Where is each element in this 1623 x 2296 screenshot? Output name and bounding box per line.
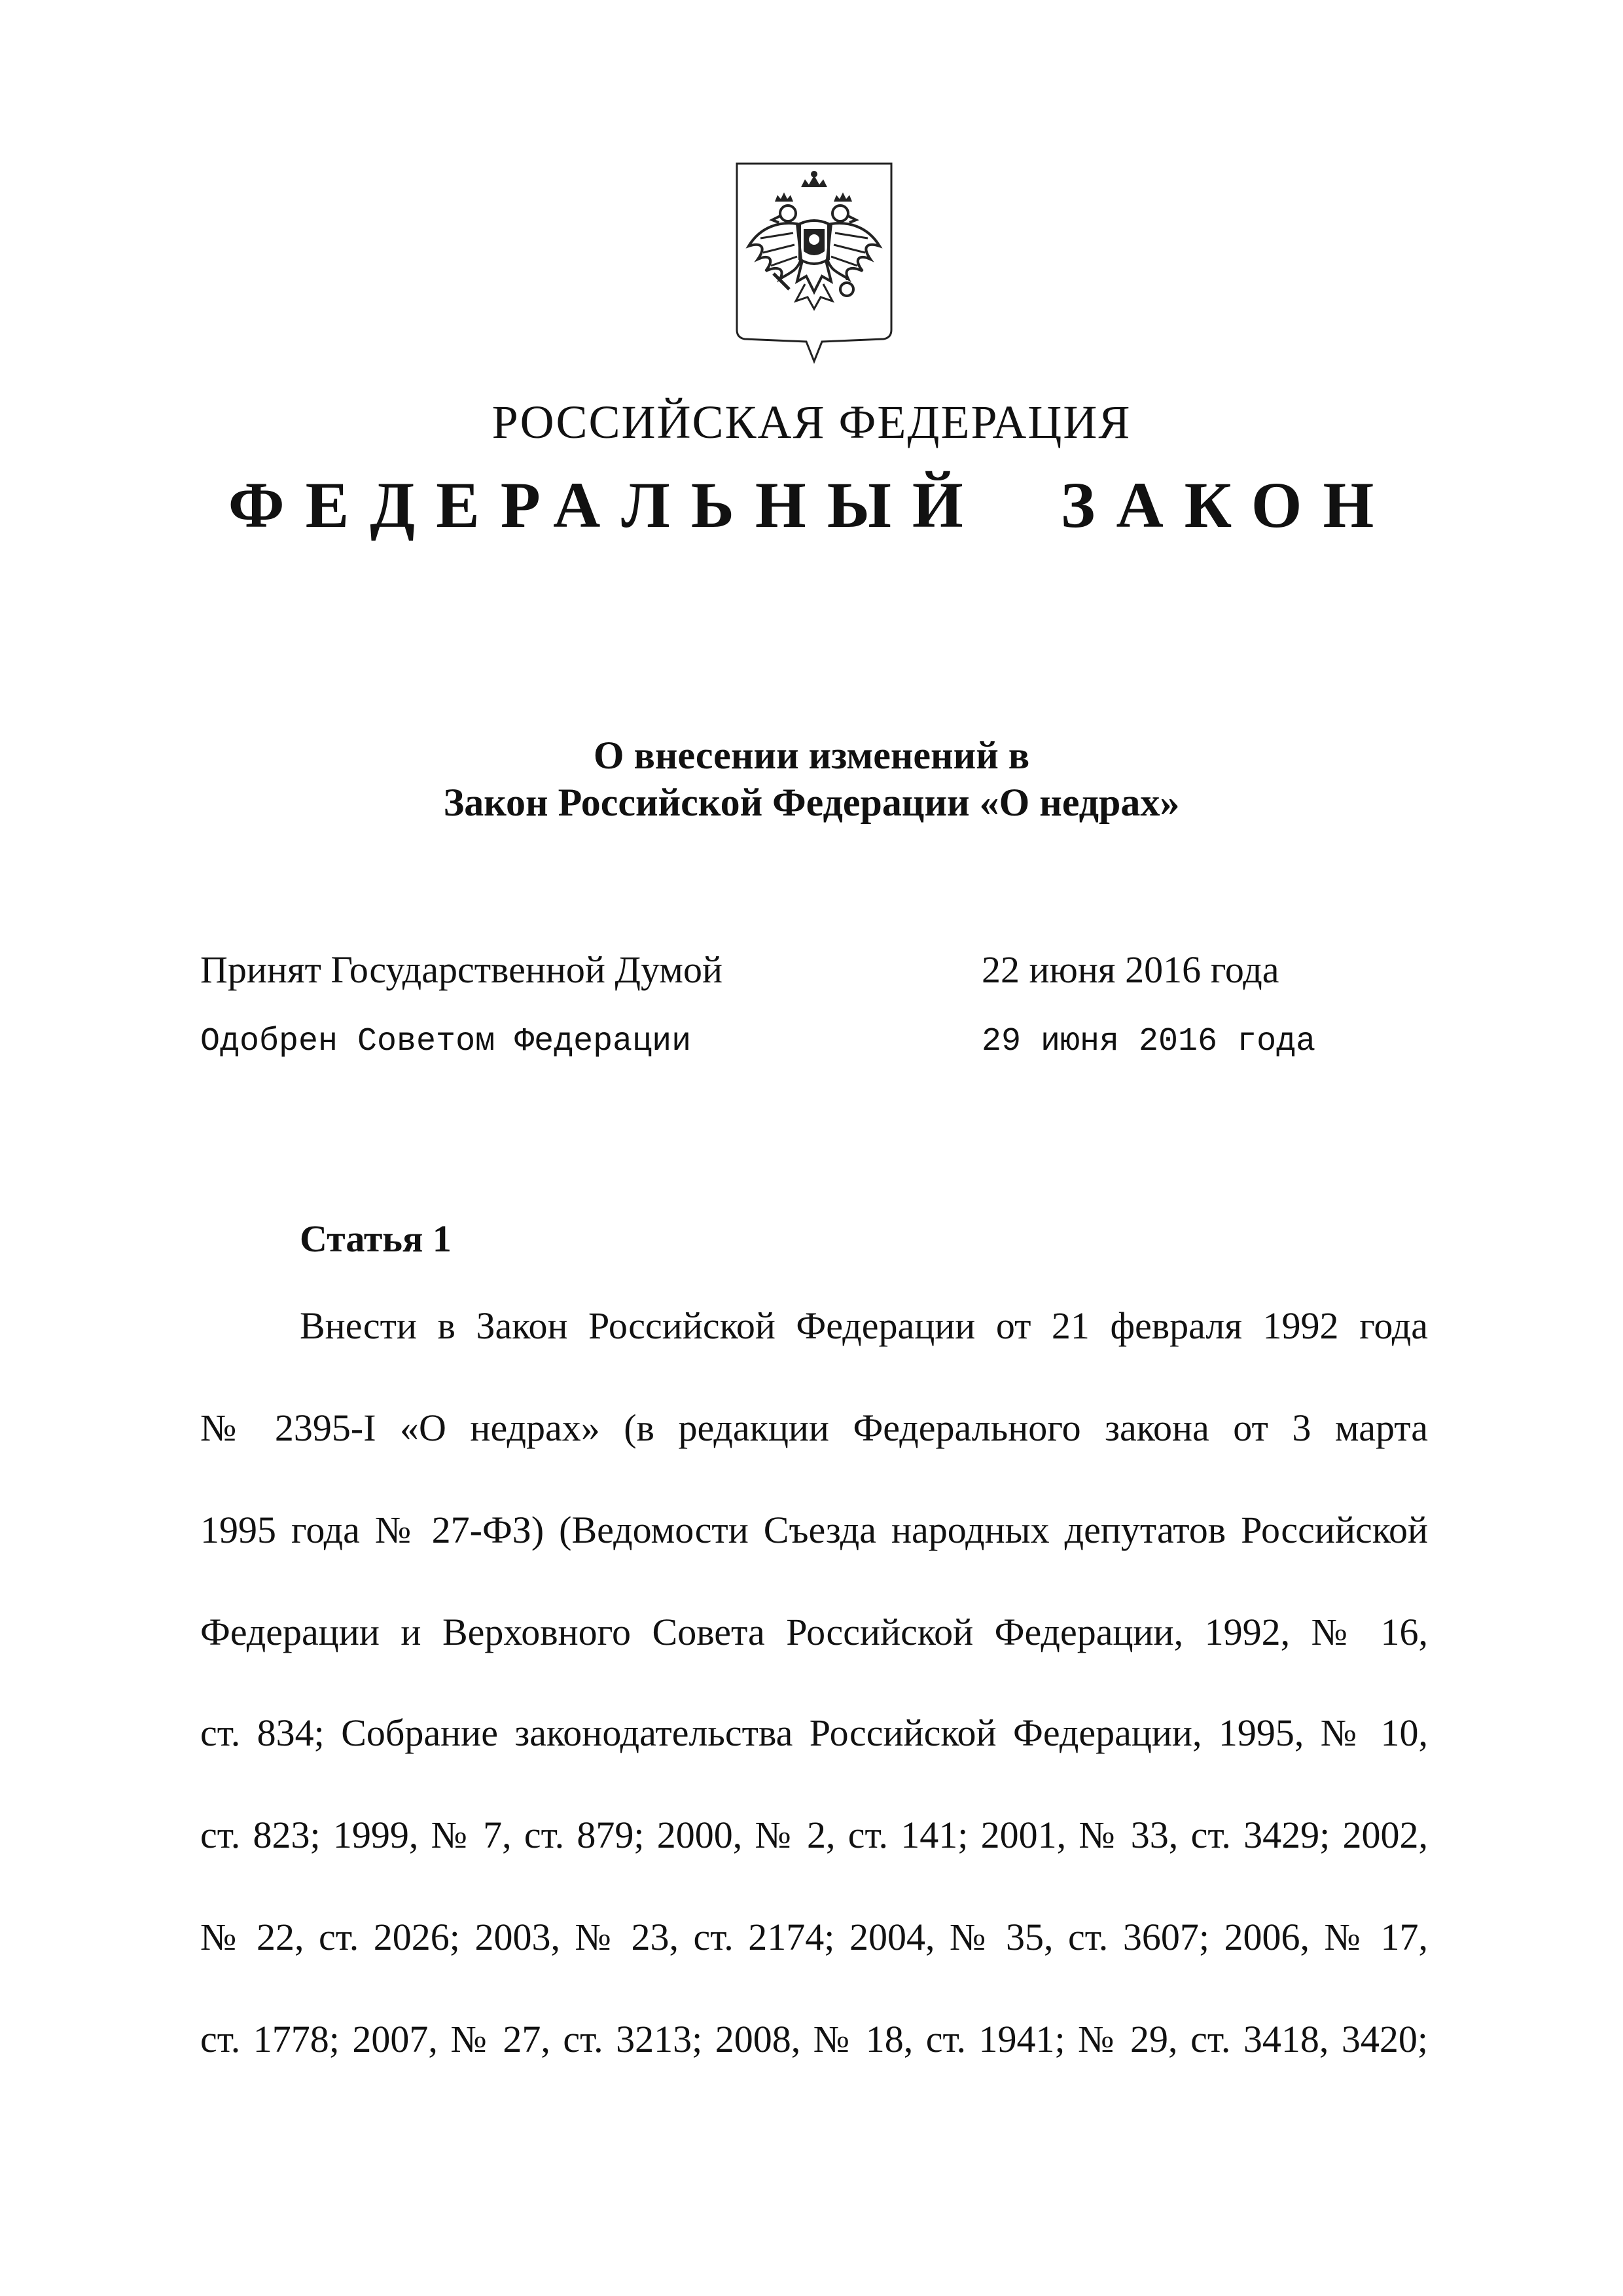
- adoption-row-council: [200, 1016, 1326, 1068]
- law-title-line-1: О внесении изменений в: [593, 734, 1030, 777]
- article-text-line: Внести в Закон Российской Федерации от 21 февраля 1992 года: [300, 1304, 1428, 1347]
- adoption-label: Принят Государственной Думой: [200, 948, 722, 991]
- coat-of-arms-emblem: [734, 161, 894, 364]
- article-heading: Статья 1: [300, 1217, 452, 1260]
- approval-label: Одобрен Советом Федерации: [200, 1023, 692, 1060]
- article-text-line: № 2395-I «О недрах» (в редакции Федерального закона от 3 марта: [200, 1407, 1428, 1449]
- approval-date: 29 июня 2016 года: [982, 1023, 1316, 1060]
- article-text-line: № 22, ст. 2026; 2003, № 23, ст. 2174; 2004, № 35, ст. 3607; 2006, № 17,: [200, 1916, 1428, 1958]
- article-text-line: 1995 года № 27-ФЗ) (Ведомости Съезда народных депутатов Российской: [200, 1509, 1428, 1551]
- law-title: [0, 732, 1623, 826]
- article-text-line: ст. 1778; 2007, № 27, ст. 3213; 2008, № 18, ст. 1941; № 29, ст. 3418, 3420;: [200, 2018, 1428, 2060]
- law-type-heading: ФЕДЕРАЛЬНЫЙ ЗАКОН: [228, 469, 1395, 541]
- article-text-line: ст. 823; 1999, № 7, ст. 879; 2000, № 2, ст. 141; 2001, № 33, ст. 3429; 2002,: [200, 1814, 1428, 1856]
- law-title-line-2: Закон Российской Федерации «О недрах»: [443, 781, 1180, 824]
- country-name: РОССИЙСКАЯ ФЕДЕРАЦИЯ: [491, 396, 1132, 448]
- article-text-line: Федерации и Верховного Совета Российской Федерации, 1992, № 16,: [200, 1611, 1428, 1653]
- adoption-row-duma: [200, 944, 1326, 996]
- article-text-line: ст. 834; Собрание законодательства Российской Федерации, 1995, № 10,: [200, 1712, 1428, 1754]
- adoption-date: 22 июня 2016 года: [982, 948, 1279, 991]
